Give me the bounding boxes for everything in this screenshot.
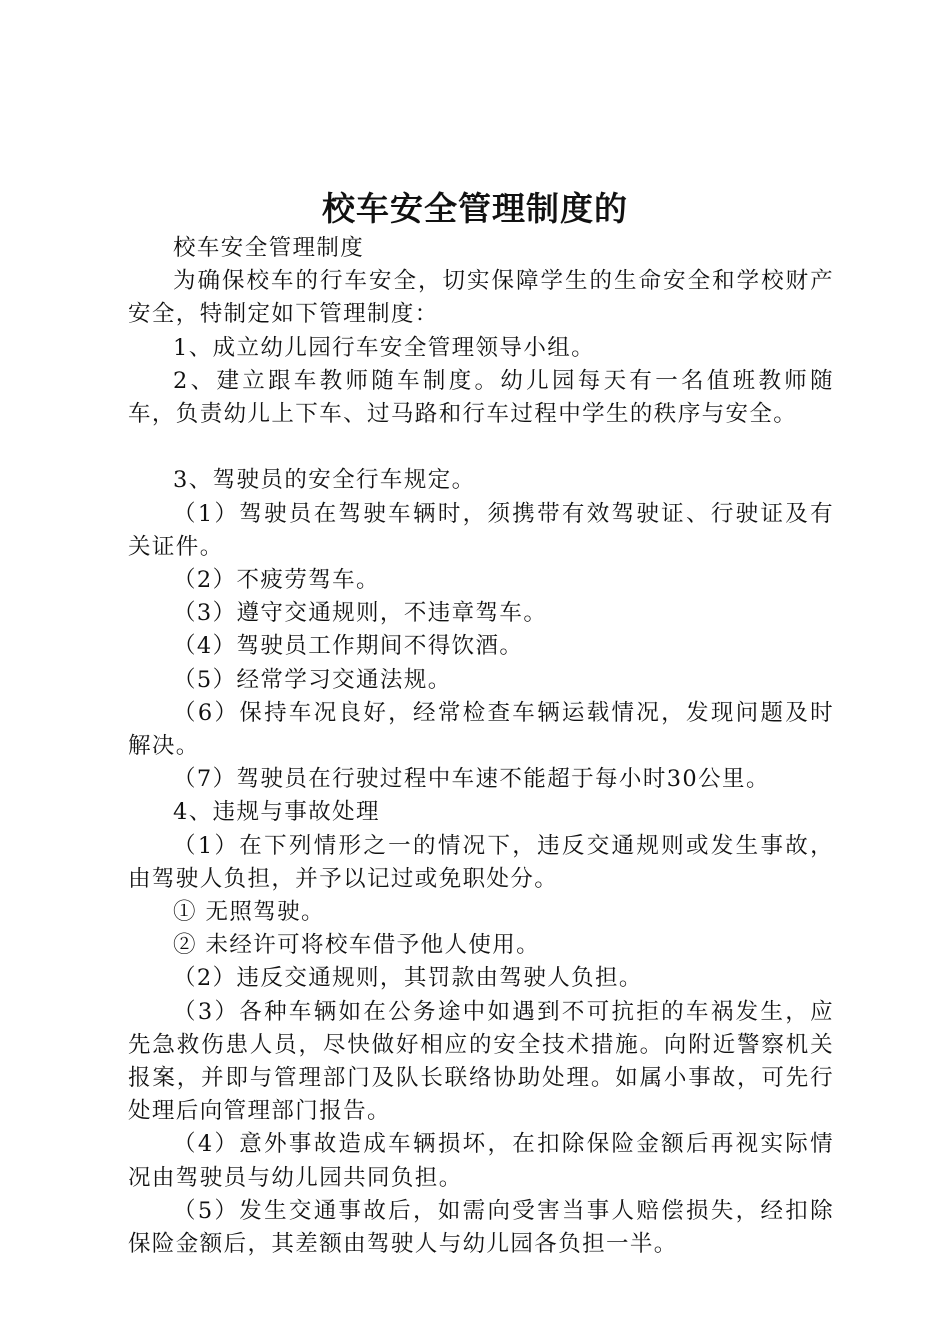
blank-line xyxy=(128,431,834,464)
paragraph-rule-7: （7）驾驶员在行驶过程中车速不能超于每小时30公里。 xyxy=(173,766,770,793)
document-body xyxy=(128,232,834,1261)
paragraph-rule-1: （1）驾驶员在驾驶车辆时，须携带有效驾驶证、行驶证及有关证件。 xyxy=(128,500,834,560)
document-title: 校车安全管理制度的 xyxy=(322,189,628,228)
paragraph-rule-6: （6）保持车况良好，经常检查车辆运载情况，发现问题及时解决。 xyxy=(128,699,834,760)
paragraph-violation-2: （2）违反交通规则，其罚款由驾驶人负担。 xyxy=(173,965,643,992)
paragraph-rule-4: （4）驾驶员工作期间不得饮酒。 xyxy=(173,633,524,660)
paragraph-violation-3: （3）各种车辆如在公务途中如遇到不可抗拒的车祸发生，应先急救伤患人员，尽快做好相应的安全技术措施。向附近警察机关报案，并即与管理部门及队长联络协助处理。如属小事故，可先行处理后向管理部门报告。 xyxy=(128,998,834,1125)
paragraph-violation-1b: ② 未经许可将校车借予他人使用。 xyxy=(173,932,541,959)
paragraph-violation-1a: ① 无照驾驶。 xyxy=(173,899,325,926)
paragraph-intro: 为确保校车的行车安全，切实保障学生的生命安全和学校财产安全，特制定如下管理制度： xyxy=(128,268,834,328)
paragraph-violation-1: （1）在下列情形之一的情况下，违反交通规则或发生事故，由驾驶人负担，并予以记过或免职处分。 xyxy=(128,832,834,892)
paragraph-item-4: 4、违规与事故处理 xyxy=(173,799,380,826)
paragraph-rule-3: （3）遵守交通规则，不违章驾车。 xyxy=(173,600,548,627)
paragraph-rule-5: （5）经常学习交通法规。 xyxy=(173,666,452,693)
paragraph-item-3: 3、驾驶员的安全行车规定。 xyxy=(173,467,476,494)
paragraph-rule-2: （2）不疲劳驾车。 xyxy=(173,567,380,594)
paragraph-subtitle: 校车安全管理制度 xyxy=(173,235,365,261)
paragraph-item-2: 2、建立跟车教师随车制度。幼儿园每天有一名值班教师随车，负责幼儿上下车、过马路和行车过程中学生的秩序与安全。 xyxy=(128,367,834,428)
paragraph-item-1: 1、成立幼儿园行车安全管理领导小组。 xyxy=(173,334,596,361)
paragraph-violation-4: （4）意外事故造成车辆损坏，在扣除保险金额后再视实际情况由驾驶员与幼儿园共同负担。 xyxy=(128,1131,834,1191)
paragraph-violation-5: （5）发生交通事故后，如需向受害当事人赔偿损失，经扣除保险金额后，其差额由驾驶人与幼儿园各负担一半。 xyxy=(128,1197,834,1258)
